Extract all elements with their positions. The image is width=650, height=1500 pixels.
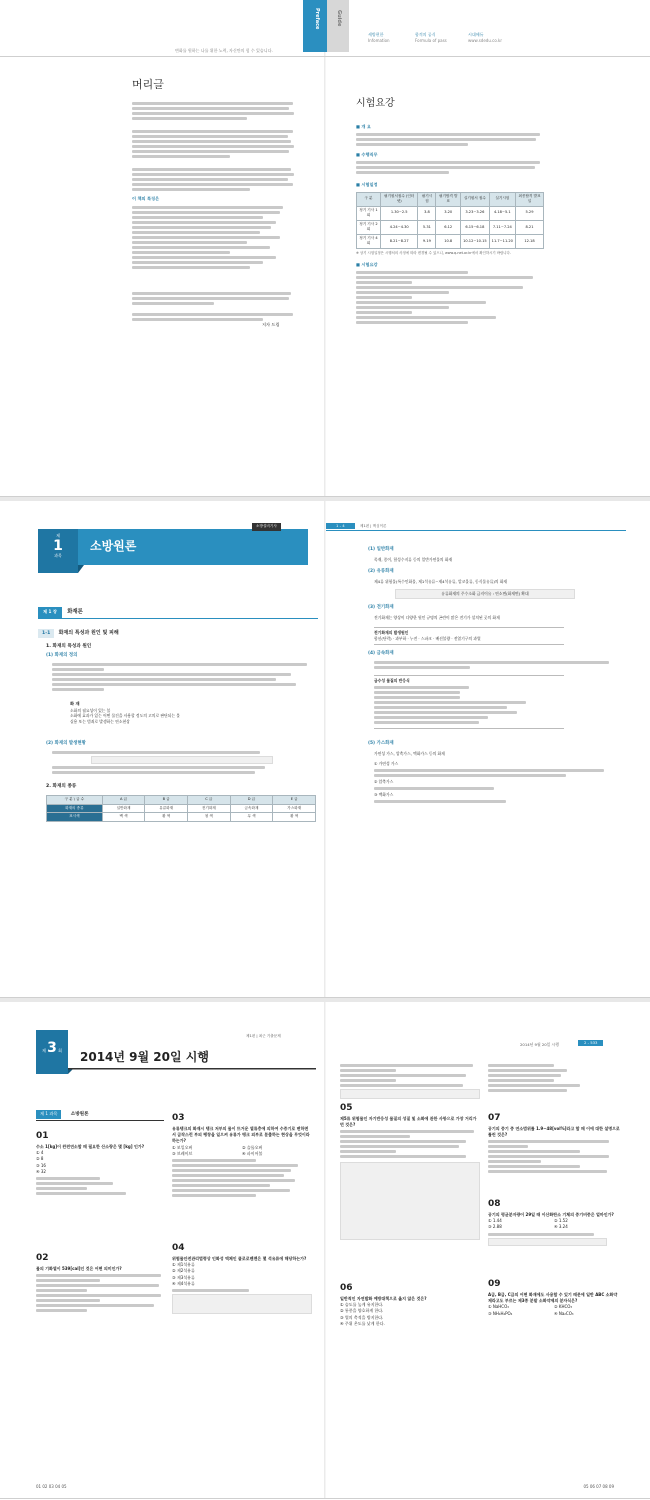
list-item: ② KHCO₃: [554, 1304, 573, 1310]
section-badge: 제 1 장: [38, 607, 62, 618]
banner-ribbon-graphic: [38, 523, 318, 575]
right-page-number: 2 - 533: [578, 1040, 603, 1046]
feature-box: 이 책의 특징은: [132, 196, 296, 271]
hdr-link-2[interactable]: 합격의 공식 Formula of pass: [415, 32, 447, 44]
header-rule: [0, 56, 650, 57]
schedule-section: ■ 시험일정 구 분 필기원서접수 (인터넷) 필기시험 필기합격 발표 실기원서 접수 실기시험 최종합격 발표일 정기 기사 1회 1.30~2.5 3.8 3.20 3.23~3.26 4.18~5.1 5.29 정기 기사 2회 4.24~4.30 5.31 6.12 6.15~6.18 7.11~7.24 8.21 정기 기사 4회 8.21~8.27 9.19 10.8 10.12~10.15 11.7~11.20 12.18 ※ 상기 시험일정은 시행처의 사정에 따라 변경될 수 있으니, www.q-net.or.kr에서 확인하시기 바랍니다.: [356, 182, 544, 256]
chapter-badge: 제: [56, 533, 60, 538]
r-text-4: [374, 659, 614, 671]
sched-th: 실기시험: [489, 192, 515, 206]
list-item: ② 제2석유류: [172, 1268, 195, 1274]
r-text-3: 전기화재는 양상이 다양한 원인 규명의 곤란이 많은 전기가 설치된 곳의 화재: [374, 615, 500, 620]
table-row: 정기 기사 1회 1.30~2.5 3.8 3.20 3.23~3.26 4.18~5.1 5.29: [357, 206, 544, 220]
table-row: 화재의 종류 일반화재 유류화재 전기화재 금속화재 가스화재: [47, 804, 316, 813]
sched-th: 필기합격 발표: [436, 192, 461, 206]
list-item: 실용 또는 범죄로 발생하는 연소현상: [70, 719, 130, 725]
preface-paragraph-2: [132, 128, 296, 160]
status-items: [52, 749, 312, 776]
subject-badge: 제 1 과목: [36, 1110, 61, 1119]
definition-items: [52, 661, 312, 693]
list-item: ③ 액화가스: [374, 791, 394, 797]
spread-chapter1: [0, 501, 650, 998]
r-heading-5: (5) 가스화재: [368, 741, 394, 746]
r-heading-2: (2) 유류화재: [368, 569, 394, 574]
list-item: ② 압축가스: [374, 778, 394, 784]
r-heading-1: (1) 일반화재: [368, 547, 394, 552]
question-02: 02 물의 기화열이 539[cal]인 것은 어떤 의미인가?: [36, 1252, 164, 1314]
question-04: 04 위험물안전관리법령상 인화성 액체인 클로로벤젠은 몇 석유류에 해당하는가? ① 제1석유류 ② 제2석유류 ③ 제3석유류 ④ 제4석유류: [172, 1242, 312, 1314]
heading-1-1: (1) 화재의 정의: [46, 653, 78, 658]
list-item: ③ 브레이브: [172, 1150, 193, 1156]
r-box-2: 유류화재의 주수소화 금지이유 : 연소면(화재면) 확대: [395, 589, 575, 599]
footer-left: 01 02 03 04 05: [36, 1483, 67, 1489]
list-item: ① 보일오버: [172, 1144, 193, 1150]
sched-th: 필기시험: [418, 192, 436, 206]
page-tab-number: 1 - 4: [326, 523, 355, 529]
exam-tag: 제1편 | 최근 기출문제: [246, 1034, 281, 1038]
list-item: ④ 파이어볼: [242, 1150, 263, 1156]
list-item: ① 가연성 가스: [374, 761, 399, 766]
fire-definition-box: 화 재 소화의 필요성이 있는 불 소화에 효과가 있는 어떤 물건을 사용할 정도의 고의로 판단되는 불 실용 또는 범죄로 발생하는 연소현상: [70, 701, 250, 725]
chapter-suffix: 과목: [54, 553, 62, 559]
list-item: ③ NH₄H₂PO₄: [488, 1310, 513, 1316]
list-item: ④ Na₂CO₃: [554, 1310, 574, 1316]
question-08: 08 공기의 평균분자량이 29일 때 이산화탄소 기체의 증기비중은 얼마인가? ① 1.44 ② 1.52 ③ 2.88 ④ 3.24: [488, 1198, 620, 1246]
exam-number: 3: [47, 1040, 57, 1056]
hdr-link-1[interactable]: 세방편한 Infomation: [368, 32, 390, 44]
schedule-table: [356, 192, 544, 250]
question-07: 07 공기의 증기 중 연소범위를 1.9~48[vol%]라고 할 때 이에 대한 설명으로 틀린 것은?: [488, 1112, 620, 1175]
section-title: 화재론: [67, 609, 83, 615]
list-item: ① NaHCO₃: [488, 1304, 509, 1310]
list-item: ④ 3.24: [554, 1224, 568, 1230]
sched-th: 실기원서 접수: [461, 192, 490, 206]
preface-paragraph-3: [132, 166, 296, 193]
schedule-note: ※ 상기 시험일정은 시행처의 사정에 따라 변경될 수 있으니, www.q-net.or.kr에서 확인하시기 바랍니다.: [356, 251, 511, 255]
right-page-header: 2014년 9월 20일 시행: [520, 1042, 559, 1047]
tab-guide[interactable]: Guide: [327, 0, 349, 52]
chapter-tag: 소방설비기사: [252, 523, 281, 531]
chapter-title: 소방원론: [90, 539, 137, 553]
preface-title: 머리글: [132, 78, 164, 91]
preface-paragraph-1: [132, 100, 296, 122]
spine: [324, 0, 326, 496]
list-item: ④ 32: [36, 1168, 46, 1174]
r-text-1: 목재, 종이, 합성수지류 등의 일반가연물의 화재: [374, 557, 453, 562]
section-heading: [38, 607, 318, 619]
list-item: ② 슬롭오버: [242, 1144, 263, 1150]
heading-1: 1. 화재의 특성과 원인: [46, 644, 92, 649]
list-item: ② 통풍을 양호하게 한다.: [340, 1308, 384, 1314]
hdr-link-3[interactable]: 시대에듀 www.sdedu.co.kr: [468, 32, 502, 44]
duty-section: ■ 수행직무: [356, 152, 542, 176]
exam-title: 2014년 9월 20일 시행: [80, 1050, 209, 1064]
sched-th: 구 분: [357, 192, 381, 206]
r-heading-4: (4) 금속화재: [368, 651, 394, 656]
header-tagline: 변화를 원하는 나를 위한 노력, 자신만의 힘 수 있습니다.: [175, 48, 273, 53]
heading-1-2: (2) 화재의 발생현황: [46, 741, 86, 746]
overview-section: ■ 개 요: [356, 124, 542, 148]
list-item: ③ 제3석유류: [172, 1274, 195, 1280]
table-row: 정기 기사 4회 8.21~8.27 9.19 10.8 10.12~10.15 11.7~11.20 12.18: [357, 234, 544, 248]
list-item: ② 8: [36, 1156, 44, 1162]
subject-bar: [36, 1110, 164, 1121]
chapter-banner: [38, 523, 318, 575]
spread-exam-2014: [0, 1002, 650, 1499]
page-tab-label: 제1편 | 핵심이론: [359, 524, 387, 528]
r-text-5: 가연성 가스, 압축가스, 액화가스 등의 화재: [374, 751, 445, 756]
list-item: ① 제1석유류: [172, 1262, 195, 1268]
tab-preface[interactable]: Preface: [303, 0, 327, 52]
signature: 저자 드림: [262, 322, 280, 327]
right-page-header: [326, 523, 626, 531]
exam-banner: 제 3 회 2014년 9월 20일 시행 제1편 | 최근 기출문제: [36, 1028, 316, 1078]
list-item: 소화에 효과가 있는 어떤 물건을 사용할 정도의 고의로 판단되는 불: [70, 713, 180, 719]
question-06: 06 일반적인 자연발화 예방대책으로 옳지 않은 것은? ① 습도를 높게 유지한다. ② 통풍을 양호하게 한다. ③ 열의 축적을 방지한다. ④ 주위 온도를 낮게 한다.: [340, 1282, 480, 1327]
sched-th: 필기원서접수 (인터넷): [380, 192, 418, 206]
list-item: 소화의 필요성이 있는 불: [70, 707, 111, 713]
chapter-number: 1: [53, 538, 63, 555]
list-item: ① 습도를 높게 유지한다.: [340, 1302, 384, 1308]
q05-continuation: [340, 1062, 480, 1099]
list-item: ③ 16: [36, 1162, 46, 1168]
r-text-2: 제4류 위험물(특수인화물, 제1석유류~제4석유류, 알코올류, 동식물유류)의 화재: [374, 579, 508, 584]
footer-right: 05 06 07 08 09: [583, 1483, 614, 1489]
list-item: ③ 열의 축적을 방지한다.: [340, 1314, 384, 1320]
question-09: 09 A급, B급, C급의 어떤 화재에도 사용할 수 있기 때문에 일반 ABC 소화약제라고도 부르는 제3종 분말 소화약제의 분자식은? ① NaHCO₃ ② KHCO₃ ③ NH₄H₂PO₄ ④ Na₂CO₃: [488, 1278, 620, 1317]
q06-explanation: [488, 1062, 620, 1094]
r-box-3: 전기화재의 발생원인 합선(단락) · 과부하 · 누전 · 스파크 · 배선불량 · 전열기구의 과열: [374, 627, 564, 645]
list-item: ④ 주위 온도를 낮게 한다.: [340, 1320, 385, 1326]
heading-2: 2. 화재의 종류: [46, 784, 77, 789]
subsection-heading: 1-1 화재의 특성과 원인 및 피해: [38, 629, 318, 638]
preface-paragraph-4: [132, 290, 296, 323]
table-row: 정기 기사 2회 4.24~4.30 5.31 6.12 6.15~6.18 7.11~7.24 8.21: [357, 220, 544, 234]
list-item: ① 1.44: [488, 1218, 502, 1224]
fire-classes-table: 구 분 \ 급 수 A 급 B 급 C 급 D 급 E 급 화재의 종류 일반화재 유류화재 전기화재 금속화재 가스화재 표시색 백 색 황 색 청 색 무 색 황 색: [46, 795, 316, 822]
r-box-4: 금수성 물질의 반응식: [374, 675, 564, 729]
subject-title: 소방원론: [70, 1112, 89, 1117]
question-05: 05 제5류 위험물인 자기반응성 물질의 성질 및 소화에 관한 사항으로 가장 거리가 먼 것은?: [340, 1102, 480, 1240]
sched-th: 최종합격 발표일: [515, 192, 543, 206]
list-item: ① 4: [36, 1150, 44, 1156]
spine: [324, 501, 326, 997]
r-heading-3: (3) 전기화재: [368, 605, 394, 610]
question-03: 03 유류탱크의 화재시 탱크 저부의 물이 뜨거운 열류층에 의하여 수증기로 변하면서 급작스런 부피 팽창을 일으켜 유류가 탱크 외부로 분출하는 현상을 무엇이라 하는가? ① 보일오버 ② 슬롭오버 ③ 브레이브 ④ 파이어볼: [172, 1112, 312, 1199]
exam-guide-title: 시험요강: [356, 98, 395, 109]
exam-info-section: ■ 시험요강: [356, 262, 542, 326]
list-item: ② 1.52: [554, 1218, 568, 1224]
r-gas-list: [374, 761, 614, 805]
table-row: 표시색 백 색 황 색 청 색 무 색 황 색: [47, 813, 316, 822]
spread-preface: [0, 0, 650, 497]
spine: [324, 1002, 326, 1498]
list-item: ④ 제4석유류: [172, 1280, 195, 1286]
list-item: ③ 2.88: [488, 1224, 502, 1230]
question-01: 01 수소 1[kg]이 완전연소할 때 필요한 산소량은 몇 [kg] 인가? ① 4 ② 8 ③ 16 ④ 32: [36, 1130, 164, 1197]
